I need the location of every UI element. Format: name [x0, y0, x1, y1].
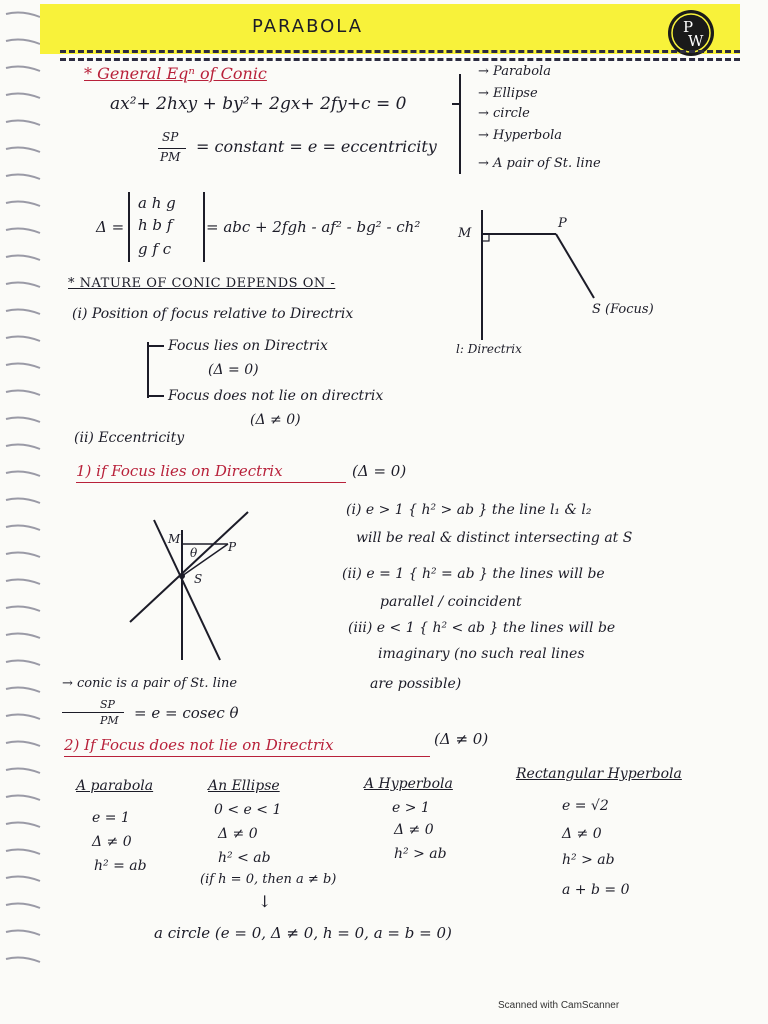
- spiral-ring: [6, 688, 40, 692]
- case1-fig-s: S: [194, 572, 203, 586]
- circle-note: a circle (e = 0, Δ ≠ 0, h = 0, a = b = 0): [154, 924, 452, 942]
- spiral-ring: [6, 364, 40, 368]
- type-ellipse: → Ellipse: [478, 86, 538, 101]
- header-highlight: [40, 4, 740, 54]
- spiral-ring: [6, 850, 40, 854]
- header-divider-2: [60, 58, 740, 63]
- case1-conclusion-bar: [62, 712, 124, 713]
- spiral-ring: [6, 796, 40, 800]
- col-parabola-row-2: Δ ≠ 0: [92, 834, 132, 850]
- spiral-ring: [6, 715, 40, 719]
- spiral-ring: [6, 148, 40, 152]
- type-circle: → circle: [478, 106, 530, 121]
- spiral-ring: [6, 418, 40, 422]
- svg-text:P: P: [683, 18, 694, 36]
- case1-fig-p: P: [228, 540, 237, 554]
- case1-iii-line3: are possible): [370, 676, 462, 692]
- spiral-ring: [6, 823, 40, 827]
- spiral-ring: [6, 202, 40, 206]
- case2-heading-cond: (Δ ≠ 0): [434, 730, 489, 748]
- case1-fig-m: M: [168, 532, 181, 546]
- case1-conclusion-1: → conic is a pair of St. line: [62, 676, 238, 691]
- matrix-right-bar: [203, 192, 205, 262]
- col-parabola-row-3: h² = ab: [94, 858, 147, 874]
- spiral-ring: [6, 256, 40, 260]
- case1-iii-line1: (iii) e < 1 { h² < ab } the lines will be: [348, 620, 616, 636]
- nature-sub-1-cond: (Δ = 0): [208, 362, 259, 378]
- ratio-denominator: PM: [160, 150, 181, 164]
- delta-label: Δ =: [96, 218, 125, 236]
- col-parabola-row-1: e = 1: [92, 810, 130, 826]
- col-ellipse-row-4: (if h = 0, then a ≠ b): [200, 872, 337, 887]
- case1-ii-line2: parallel / coincident: [380, 594, 522, 610]
- case1-i-line1: (i) e > 1 { h² > ab } the line l₁ & l₂: [346, 502, 592, 518]
- figure1-label-p: P: [558, 216, 567, 231]
- case1-ii-line1: (ii) e = 1 { h² = ab } the lines will be: [342, 566, 605, 582]
- case2-underline: [64, 756, 430, 757]
- general-equation: ax²+ 2hxy + by²+ 2gx+ 2fy+c = 0: [110, 94, 407, 114]
- col-hyperbola-row-2: Δ ≠ 0: [394, 822, 434, 838]
- spiral-ring: [6, 958, 40, 962]
- page-title: PARABOLA: [252, 16, 364, 37]
- nature-sub-2: Focus does not lie on directrix: [168, 388, 384, 404]
- type-hyperbola: → Hyperbola: [478, 128, 562, 143]
- col-hyperbola-title: A Hyperbola: [364, 776, 453, 792]
- col-rect-hyperbola-row-2: Δ ≠ 0: [562, 826, 602, 842]
- ratio-numerator: SP: [162, 130, 179, 144]
- spiral-ring: [6, 742, 40, 746]
- col-ellipse-title: An Ellipse: [208, 778, 280, 794]
- figure1-label-l: l: Directrix: [456, 342, 522, 356]
- delta-expansion: = abc + 2fgh - af² - bg² - ch²: [206, 218, 421, 236]
- spiral-ring: [6, 175, 40, 179]
- case1-underline: [76, 482, 346, 483]
- spiral-ring: [6, 769, 40, 773]
- case1-i-line2: will be real & distinct intersecting at S: [356, 530, 633, 546]
- spiral-ring: [6, 67, 40, 71]
- col-hyperbola-row-1: e > 1: [392, 800, 430, 816]
- col-rect-hyperbola-row-1: e = √2: [562, 798, 609, 814]
- nature-sub-2-cond: (Δ ≠ 0): [250, 412, 301, 428]
- ellipse-to-circle-arrow: ↓: [258, 892, 272, 911]
- case2-heading: 2) If Focus does not lie on Directrix: [64, 736, 334, 754]
- ratio-bar: [158, 148, 186, 149]
- figure1-label-m: M: [458, 226, 472, 241]
- col-hyperbola-row-3: h² > ab: [394, 846, 447, 862]
- spiral-ring: [6, 391, 40, 395]
- spiral-ring: [6, 526, 40, 530]
- spiral-ring: [6, 310, 40, 314]
- spiral-ring: [6, 13, 40, 17]
- col-ellipse-row-2: Δ ≠ 0: [218, 826, 258, 842]
- case1-conclusion-den: PM: [100, 714, 119, 727]
- spiral-ring: [6, 121, 40, 125]
- spiral-binding: [0, 0, 56, 1000]
- spiral-ring: [6, 553, 40, 557]
- matrix-row-2: h b f: [138, 216, 173, 234]
- scanner-watermark: Scanned with CamScanner: [498, 1000, 620, 1011]
- matrix-left-bar: [128, 192, 130, 262]
- case1-fig-theta: θ: [190, 546, 198, 560]
- spiral-ring: [6, 40, 40, 44]
- type-parabola: → Parabola: [478, 64, 551, 79]
- spiral-ring: [6, 472, 40, 476]
- type-line-pair: → A pair of St. line: [478, 156, 601, 171]
- col-ellipse-row-3: h² < ab: [218, 850, 271, 866]
- matrix-row-1: a h g: [138, 194, 176, 212]
- line-pair-figure: [120, 510, 270, 670]
- spiral-ring: [6, 94, 40, 98]
- header-divider: [60, 50, 740, 55]
- col-rect-hyperbola-title: Rectangular Hyperbola: [516, 766, 682, 782]
- case1-iii-line2: imaginary (no such real lines: [378, 646, 585, 662]
- nature-item-1: (i) Position of focus relative to Directrix: [72, 306, 354, 322]
- general-heading: * General Eqⁿ of Conic: [84, 64, 267, 83]
- col-rect-hyperbola-row-4: a + b = 0: [562, 882, 630, 898]
- spiral-ring: [6, 607, 40, 611]
- nature-sub-1: Focus lies on Directrix: [168, 338, 328, 354]
- spiral-ring: [6, 661, 40, 665]
- nature-branch: [140, 338, 170, 404]
- col-ellipse-row-1: 0 < e < 1: [214, 802, 282, 818]
- ratio-text: = constant = e = eccentricity: [196, 137, 437, 156]
- case1-heading: 1) if Focus lies on Directrix: [76, 462, 283, 480]
- nature-heading: * NATURE OF CONIC DEPENDS ON -: [68, 276, 336, 291]
- spiral-ring: [6, 904, 40, 908]
- spiral-ring: [6, 445, 40, 449]
- case1-heading-cond: (Δ = 0): [352, 462, 407, 480]
- case1-conclusion-num: SP: [100, 698, 115, 711]
- spiral-ring: [6, 931, 40, 935]
- col-rect-hyperbola-row-3: h² > ab: [562, 852, 615, 868]
- spiral-ring: [6, 580, 40, 584]
- nature-item-2: (ii) Eccentricity: [74, 430, 185, 446]
- case1-conclusion-2: = e = cosec θ: [134, 704, 239, 722]
- figure1-label-s: S (Focus): [592, 302, 654, 317]
- spiral-ring: [6, 634, 40, 638]
- matrix-row-3: g f c: [138, 240, 172, 258]
- spiral-ring: [6, 229, 40, 233]
- spiral-ring: [6, 283, 40, 287]
- col-parabola-title: A parabola: [76, 778, 154, 794]
- spiral-ring: [6, 499, 40, 503]
- svg-text:W: W: [688, 32, 704, 50]
- spiral-ring: [6, 877, 40, 881]
- spiral-ring: [6, 337, 40, 341]
